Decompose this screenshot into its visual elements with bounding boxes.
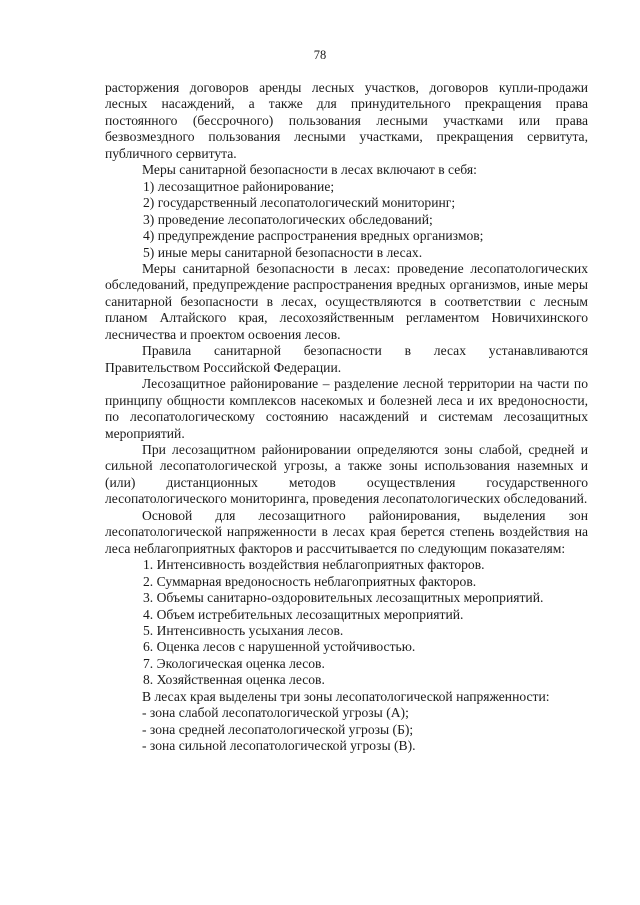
list-item: 8. Хозяйственная оценка лесов.: [143, 672, 325, 688]
paragraph-3: Меры санитарной безопасности в лесах: проведение лесопатологических обследований, предупреждение распространения вредных организмов, иные меры санитарной безопасности в лесах, осуществляются в соответствии с лесным планом Алтайского края, лесохозяйственным регламентом Новичихинского лесничества и проектом освоения лесов.: [105, 260, 588, 342]
paragraph-2: Меры санитарной безопасности в лесах включают в себя:: [142, 162, 477, 178]
page-number: 78: [313, 48, 327, 62]
paragraph-1: расторжения договоров аренды лесных участков, договоров купли-продажи лесных насаждений, а также для принудительного прекращения права постоянного (бессрочного) пользования лесными участками или права безвозмездного пользования лесными участками, прекращения сервитута, публичного сервитута.: [105, 80, 588, 161]
list-item: - зона сильной лесопатологической угрозы (В).: [142, 738, 416, 754]
list-item: 4. Объем истребительных лесозащитных мероприятий.: [143, 606, 464, 622]
list-item: 5) иные меры санитарной безопасности в лесах.: [143, 244, 423, 260]
list-item: - зона слабой лесопатологической угрозы (А);: [142, 705, 409, 721]
paragraph-7: Основой для лесозащитного районирования, выделения зон лесопатологической напряженности в лесах края берется степень воздействия на леса неблагоприятных факторов и рассчитывается по следующим показателям:: [105, 507, 588, 556]
paragraph-6: При лесозащитном районировании определяются зоны слабой, средней и сильной лесопатологической угрозы, а также зоны использования наземных и (или) дистанционных методов осуществления государственного лесопатологического мониторинга, проведения лесопатологических обследований.: [105, 441, 588, 507]
list-item: - зона средней лесопатологической угрозы (Б);: [142, 721, 414, 737]
list-item: 4) предупреждение распространения вредных организмов;: [143, 228, 484, 244]
list-item: 2) государственный лесопатологический мониторинг;: [143, 195, 456, 211]
document-body: [105, 80, 588, 755]
paragraph-4: Правила санитарной безопасности в лесах устанавливаются Правительством Российской Федерации.: [105, 343, 588, 375]
paragraph-5: Лесозащитное районирование – разделение лесной территории на части по принципу общности комплексов насекомых и болезней леса и их вредоносности, по лесопатологическому состоянию насаждений и системам лесозащитных мероприятий.: [105, 376, 588, 441]
list-item: 5. Интенсивность усыхания лесов.: [143, 622, 344, 638]
list-item: 3. Объемы санитарно-оздоровительных лесозащитных мероприятий.: [143, 590, 544, 606]
list-item: 2. Суммарная вредоносность неблагоприятных факторов.: [143, 573, 477, 589]
list-item: 7. Экологическая оценка лесов.: [143, 655, 325, 671]
list-item: 3) проведение лесопатологических обследований;: [143, 211, 433, 227]
list-item: 6. Оценка лесов с нарушенной устойчивостью.: [143, 639, 416, 655]
list-item: 1. Интенсивность воздействия неблагоприятных факторов.: [143, 557, 485, 573]
list-item: 1) лесозащитное районирование;: [143, 178, 335, 194]
paragraph-8: В лесах края выделены три зоны лесопатологической напряженности:: [142, 688, 550, 704]
